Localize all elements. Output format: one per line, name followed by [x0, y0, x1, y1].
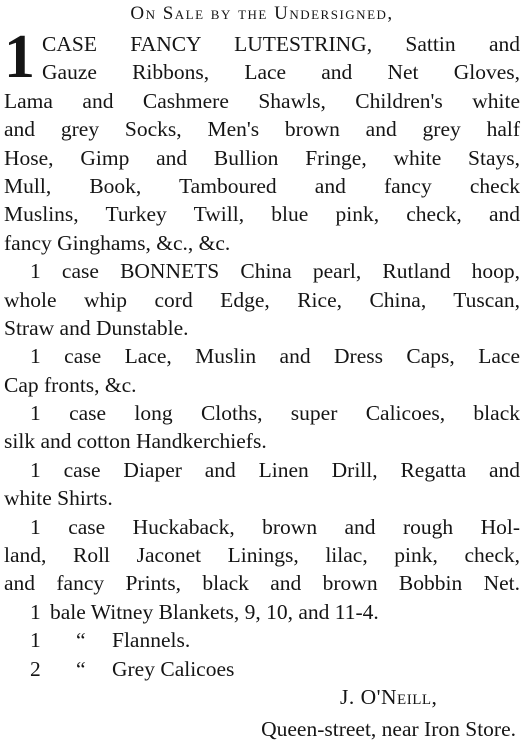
item-quantity: 2: [30, 656, 41, 681]
paragraph-2: [4, 257, 520, 342]
ad-heading: On Sale by the Undersigned,: [130, 3, 394, 24]
text-line: 1 case BONNETS China pearl, Rutland hoop,: [30, 259, 520, 284]
item-description: bale Witney Blankets, 9, 10, and 11-4.: [50, 599, 379, 624]
text-line: Mull, Book, Tamboured and fancy check: [4, 173, 520, 198]
item-quantity: 1: [30, 628, 41, 653]
text-line: fancy Ginghams, &c., &c.: [4, 230, 231, 255]
ditto-mark: “: [76, 628, 86, 653]
list-item: [4, 598, 520, 626]
text-line: and grey Socks, Men's brown and grey half: [4, 117, 520, 142]
signature-name: J. O'Neill,: [340, 684, 438, 709]
list-item: [4, 655, 520, 683]
paragraph-1: [4, 23, 520, 257]
text-line: and fancy Prints, black and brown Bobbin Net.: [4, 571, 520, 596]
paragraph-3: [4, 342, 520, 399]
list-item: [4, 626, 520, 654]
advertisement: [4, 2, 520, 743]
paragraph-4: [4, 399, 520, 456]
text-line: Gauze Ribbons, Lace and Net Gloves,: [42, 60, 520, 85]
signature-address: Queen-street, near Iron Store.: [261, 716, 516, 741]
ditto-mark: “: [76, 656, 86, 681]
text-line: Straw and Dunstable.: [4, 315, 189, 340]
text-line: 1 case Huckaback, brown and rough Hol-: [30, 514, 520, 539]
text-line: white Shirts.: [4, 486, 113, 511]
text-line: 1 case Lace, Muslin and Dress Caps, Lace: [30, 344, 520, 369]
text-line: CASE FANCY LUTESTRING, Sattin and: [42, 32, 520, 56]
paragraph-6: [4, 513, 520, 598]
text-line: 1 case long Cloths, super Calicoes, black: [30, 401, 520, 426]
item-quantity: 1: [30, 599, 41, 624]
item-list: [4, 598, 520, 683]
paragraph-5: [4, 456, 520, 513]
text-line: 1 case Diaper and Linen Drill, Regatta and: [30, 457, 520, 482]
text-line: Lama and Cashmere Shawls, Children's white: [4, 88, 520, 113]
text-line: Hose, Gimp and Bullion Fringe, white Stays,: [4, 145, 520, 170]
item-description: Grey Calicoes: [112, 656, 235, 681]
text-line: land, Roll Jaconet Linings, lilac, pink, check,: [4, 543, 520, 568]
text-line: Muslins, Turkey Twill, blue pink, check, and: [4, 202, 520, 227]
text-line: silk and cotton Handkerchiefs.: [4, 429, 267, 454]
text-line: whole whip cord Edge, Rice, China, Tuscan,: [4, 287, 520, 312]
text-line: Cap fronts, &c.: [4, 372, 137, 397]
item-description: Flannels.: [112, 628, 191, 653]
drop-cap: 1: [4, 23, 35, 91]
